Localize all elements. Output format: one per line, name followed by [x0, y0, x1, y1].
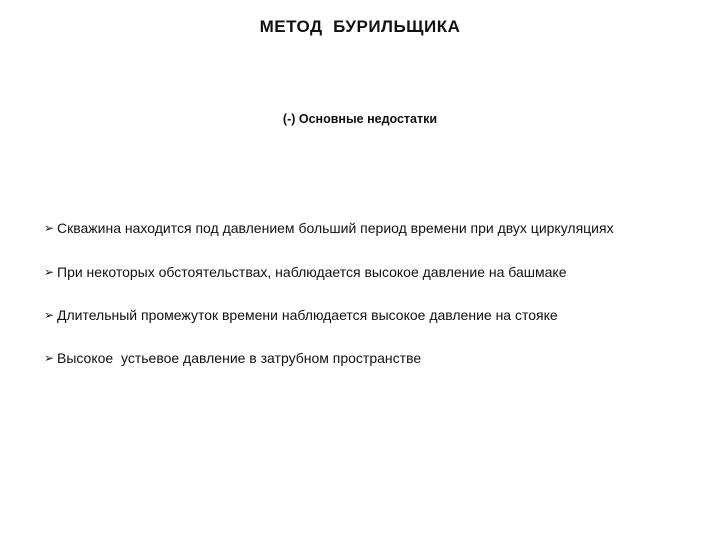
bullet-item	[44, 305, 644, 325]
slide-title: МЕТОД БУРИЛЬЩИКА	[259, 17, 461, 36]
bullet-text: Высокое устьевое давление в затрубном пространстве	[57, 350, 422, 366]
arrowhead-bullet-icon: ➢	[44, 221, 55, 235]
bullet-item	[44, 262, 644, 282]
bullet-text: При некоторых обстоятельствах, наблюдается высокое давление на башмаке	[57, 264, 567, 280]
arrowhead-bullet-icon: ➢	[44, 265, 55, 279]
bullet-item	[44, 348, 644, 368]
bullet-text: Длительный промежуток времени наблюдается высокое давление на стояке	[57, 307, 558, 323]
bullet-item	[44, 218, 644, 238]
bullet-text: Скважина находится под давлением больший период времени при двух циркуляциях	[57, 220, 614, 236]
bullet-list	[44, 218, 644, 391]
arrowhead-bullet-icon: ➢	[44, 351, 55, 365]
arrowhead-bullet-icon: ➢	[44, 308, 55, 322]
slide-subtitle: (-) Основные недостатки	[282, 112, 438, 126]
